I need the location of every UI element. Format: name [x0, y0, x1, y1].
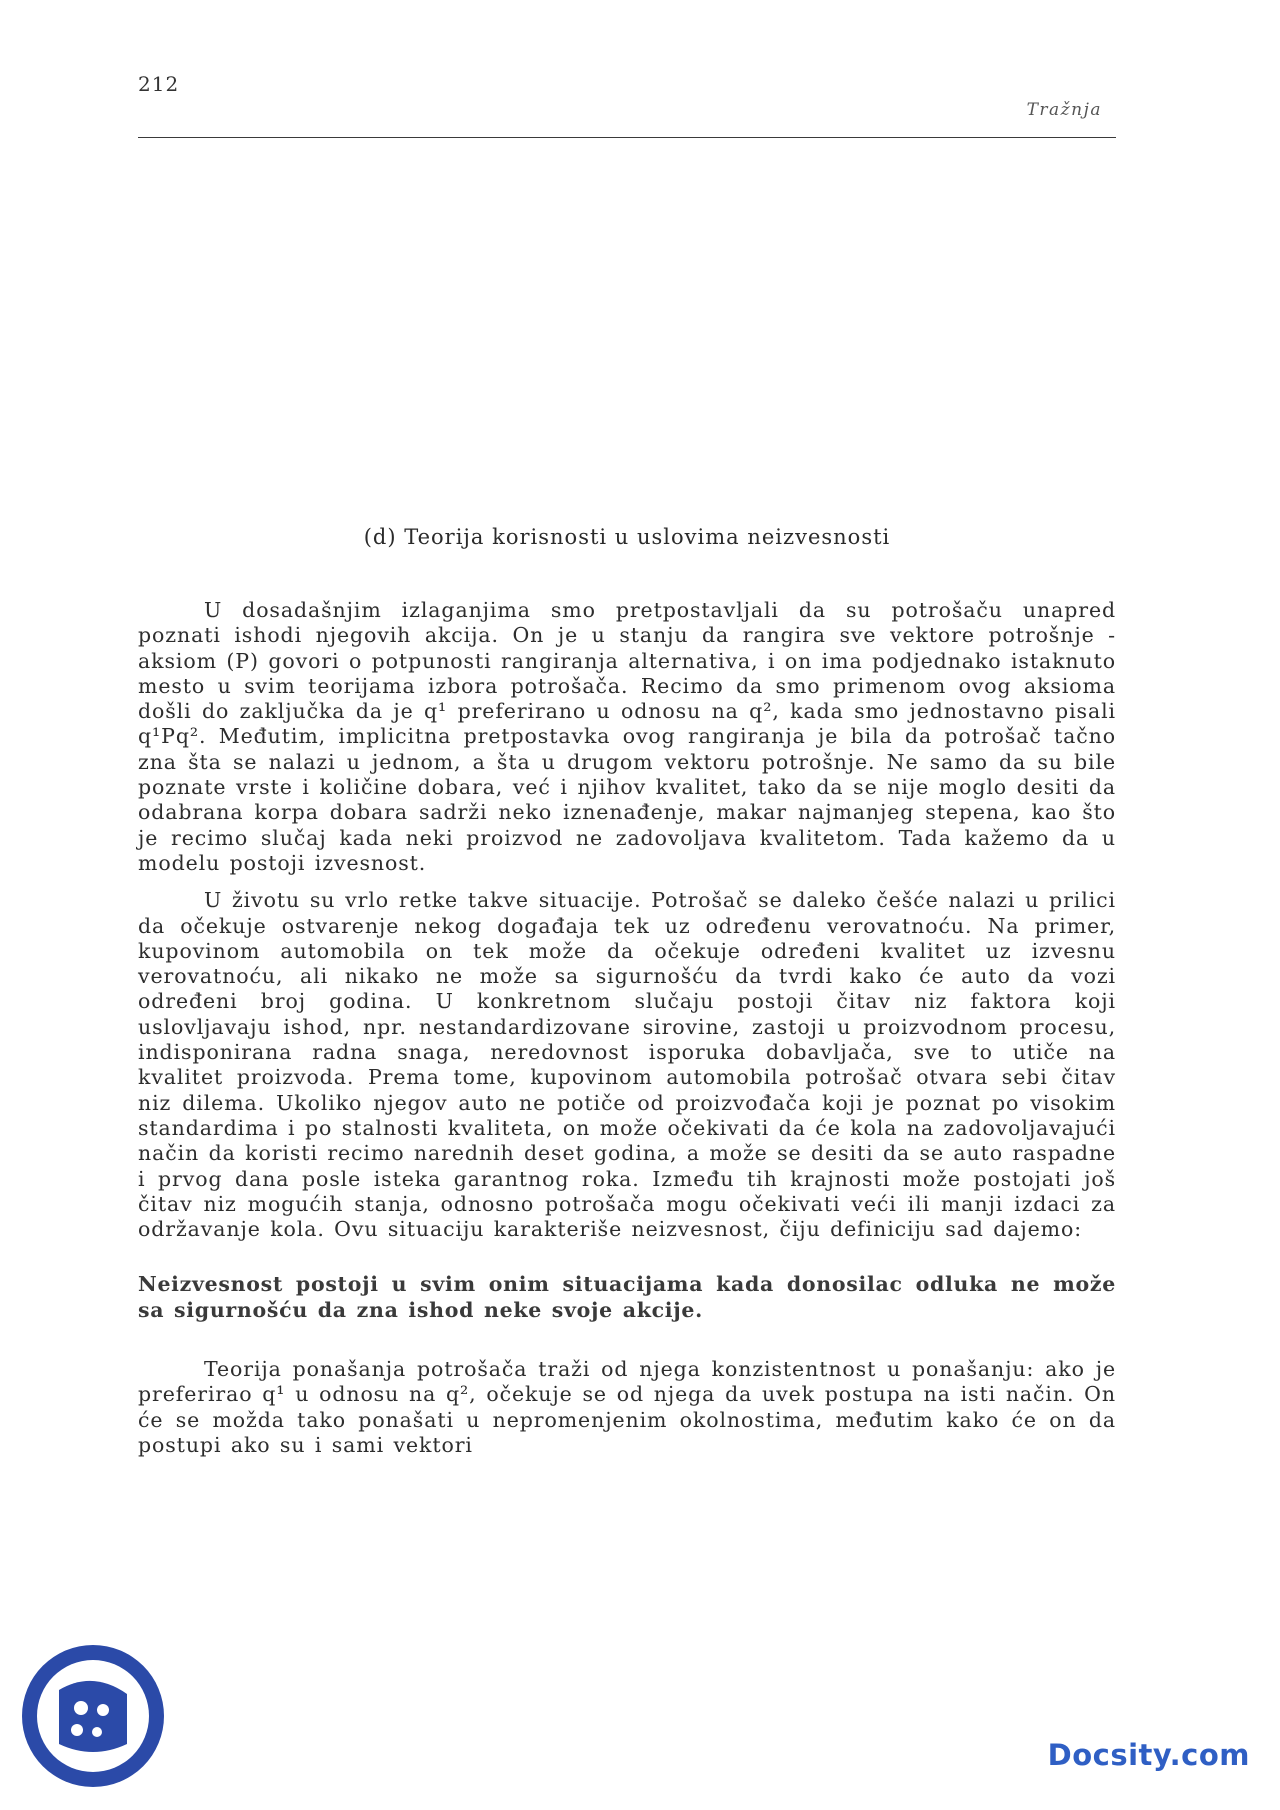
logo-glyph: [37, 1660, 149, 1772]
page-number: 212: [138, 72, 180, 96]
paragraph-consistency: Teorija ponašanja potrošača traži od njega konzistentnost u ponašanju: ako je preferirao q¹ u odnosu na q², očekuje se od njega da uvek postupa na isti način. On će se možda tako ponašati u nepromenjenim okolnostima, međutim kako će on da postupi ako su i sami vektori: [138, 1357, 1116, 1457]
docsity-logo-icon: [22, 1645, 164, 1787]
running-head: Tražnja: [1026, 100, 1102, 120]
paragraph-uncertainty-example: U životu su vrlo retke takve situacije. Potrošač se daleko češće nalazi u prilici da očekuje ostvarenje nekog događaja tek uz određenu verovatnoću. Na primer, kupovinom automobila on tek može da očekuje određeni kvalitet uz izvesnu verovatnoću, ali nikako ne može sa sigurnošću da tvrdi kako će auto da vozi određeni broj godina. U konkretnom slučaju postoji čitav niz faktora koji uslovljavaju ishod, npr. nestandardizovane sirovine, zastoji u proizvodnom procesu, indisponirana radna snaga, neredovnost isporuka dobavljača, sve to utiče na kvalitet proizvoda. Prema tome, kupovinom automobila potrošač otvara sebi čitav niz dilema. Ukoliko njegov auto ne potiče od proizvođača koji je poznat po visokim standardima i po stalnosti kvaliteta, on može očekivati da će kola na zadovoljavajući način da koristi recimo narednih deset godina, a može se desiti da se auto raspadne i prvog dana posle isteka garantnog roka. Između tih krajnosti može postojati još čitav niz mogućih stanja, odnosno potrošača mogu očekivati veći ili manji izdaci za održavanje kola. Ovu situaciju karakteriše neizvesnost, čiju definiciju sad dajemo:: [138, 888, 1116, 1242]
paragraph-certainty: U dosadašnjim izlaganjima smo pretpostavljali da su potrošaču unapred poznati ishodi njegovih akcija. On je u stanju da rangira sve vektore potrošnje - aksiom (P) govori o potpunosti rangiranja alternativa, i on ima podjednako istaknuto mesto u svim teorijama izbora potrošača. Recimo da smo primenom ovog aksioma došli do zaključka da je q¹ preferirano u odnosu na q², kada smo jednostavno pisali q¹Pq². Međutim, implicitna pretpostavka ovog rangiranja je bila da potrošač tačno zna šta se nalazi u jednom, a šta u drugom vektoru potrošnje. Ne samo da su bile poznate vrste i količine dobara, već i njihov kvalitet, tako da se nije moglo desiti da odabrana korpa dobara sadrži neko iznenađenje, makar najmanjeg stepena, kao što je recimo slučaj kada neki proizvod ne zadovoljava kvalitetom. Tada kažemo da u modelu postoji izvesnost.: [138, 598, 1116, 875]
body-text: [138, 598, 1116, 1470]
definition-uncertainty: Neizvesnost postoji u svim onim situacijama kada donosilac odluka ne može sa sigurnošću da zna ishod neke svoje akcije.: [138, 1272, 1116, 1322]
section-title: (d) Teorija korisnosti u uslovima neizvesnosti: [363, 525, 891, 549]
logo-inner: [37, 1660, 149, 1772]
header-rule: [138, 137, 1116, 138]
docsity-brand[interactable]: Docsity.com: [1047, 1738, 1250, 1772]
